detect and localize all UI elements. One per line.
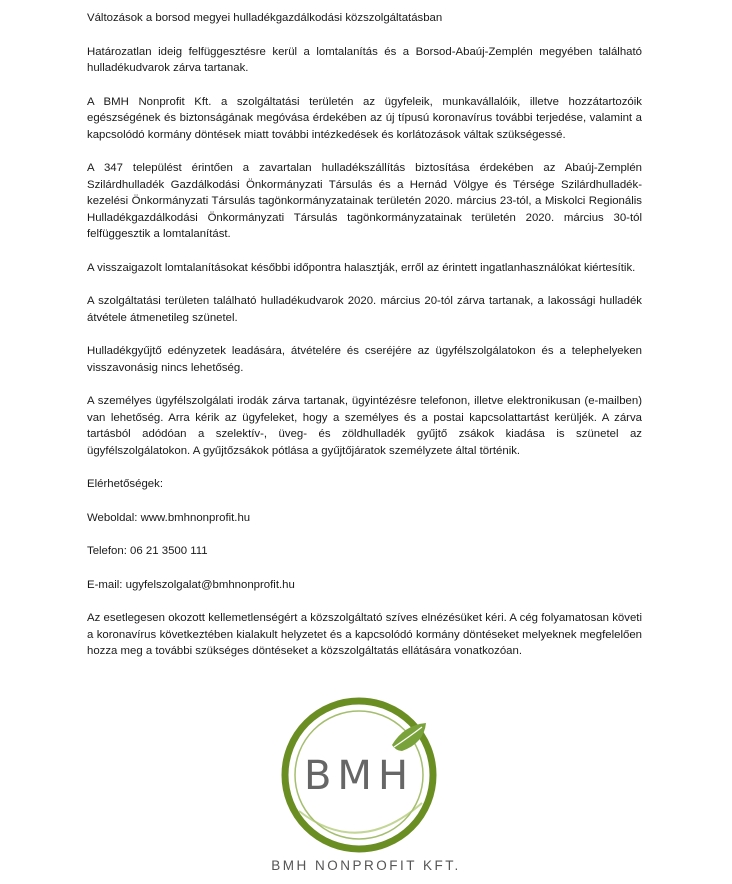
paragraph-suspension: Határozatlan ideig felfüggesztésre kerül a lomtalanítás és a Borsod-Abaúj-Zemplén megyében található hulladékudvarok zárva tartanak. bbox=[87, 45, 642, 74]
document-body bbox=[87, 10, 642, 677]
paragraph-containers: Hulladékgyűjtő edényzetek leadására, átvételére és cseréjére az ügyfélszolgálatokon és a telephelyeken visszavonásig nincs lehetőség. bbox=[87, 345, 642, 374]
paragraph-postponed: A visszaigazolt lomtalanításokat későbbi időpontra halasztják, erről az érintett ingatlanhasználókat kiértesítik. bbox=[87, 261, 636, 274]
paragraph-measures: A BMH Nonprofit Kft. a szolgáltatási területén az ügyfeleik, munkavállalóik, illetve hozzátartozóik egészségének és biztonságának megóvása érdekében az új típusú koronavírus további terjedése, valamint a kapcsolódó kormány döntések miatt további intézkedések és korlátozások váltak szükségessé. bbox=[87, 95, 642, 141]
contacts-heading: Elérhetőségek: bbox=[87, 478, 163, 490]
paragraph-closing: Az esetlegesen okozott kellemetlenségért a közszolgáltató szíves elnézésüket kéri. A cég folyamatosan követi a koronavírus következtében kialakult helyzetet és a kapcsolódó kormány döntéseket melyeknek megfelelően hozza meg a további szükséges döntéseket a közszolgáltatás ellátására vonatkozóan. bbox=[87, 612, 642, 657]
paragraph-settlements: A 347 települést érintően a zavartalan hulladékszállítás biztosítása érdekében az Abaúj-Zemplén Szilárdhulladék Gazdálkodási Önkormányzati Társulás és a Hernád Völgye és Térsége Szilárdhulladék-kezelési Önkormányzati Társulás tagönkormányzatainak területén 2020. március 23-tól, a Miskolci Regionális Hulladékgazdálkodási Önkormányzati Társulás tagönkormányzatainak területén 2020. március 30-tól felfüggesztik a lomtalanítást. bbox=[87, 162, 642, 240]
contact-website: Weboldal: www.bmhnonprofit.hu bbox=[87, 511, 251, 524]
paragraph-waste-yards: A szolgáltatási területen található hulladékudvarok 2020. március 20-tól zárva tartanak, a lakossági hulladék átvétele átmenetileg szünetel. bbox=[87, 295, 642, 324]
contact-email: E-mail: ugyfelszolgalat@bmhnonprofit.hu bbox=[87, 578, 295, 591]
logo-text: BMH bbox=[303, 753, 415, 799]
paragraph-customer-service: A személyes ügyfélszolgálati irodák zárva tartanak, ügyintézésre telefonon, illetve elektronikusan (e-mailben) van lehetőség. Arra kérik az ügyfeleket, hogy a személyes és a postai kapcsolattartást kerüljék. A zárva tartásból adódóan a szelektív-, üveg- és zöldhulladék gyűjtő zsákok kiadása is szünetel az ügyfélszolgálatokon. A gyűjtőzsákok pótlása a gyűjtőjáratok személyzete által történik. bbox=[87, 395, 642, 457]
document-title: Változások a borsod megyei hulladékgazdálkodási közszolgáltatásban bbox=[87, 12, 443, 24]
leaf-icon bbox=[392, 723, 426, 751]
company-name: BMH NONPROFIT KFT. bbox=[271, 858, 461, 873]
bmh-logo bbox=[264, 693, 454, 883]
contact-phone: Telefon: 06 21 3500 111 bbox=[87, 545, 208, 557]
